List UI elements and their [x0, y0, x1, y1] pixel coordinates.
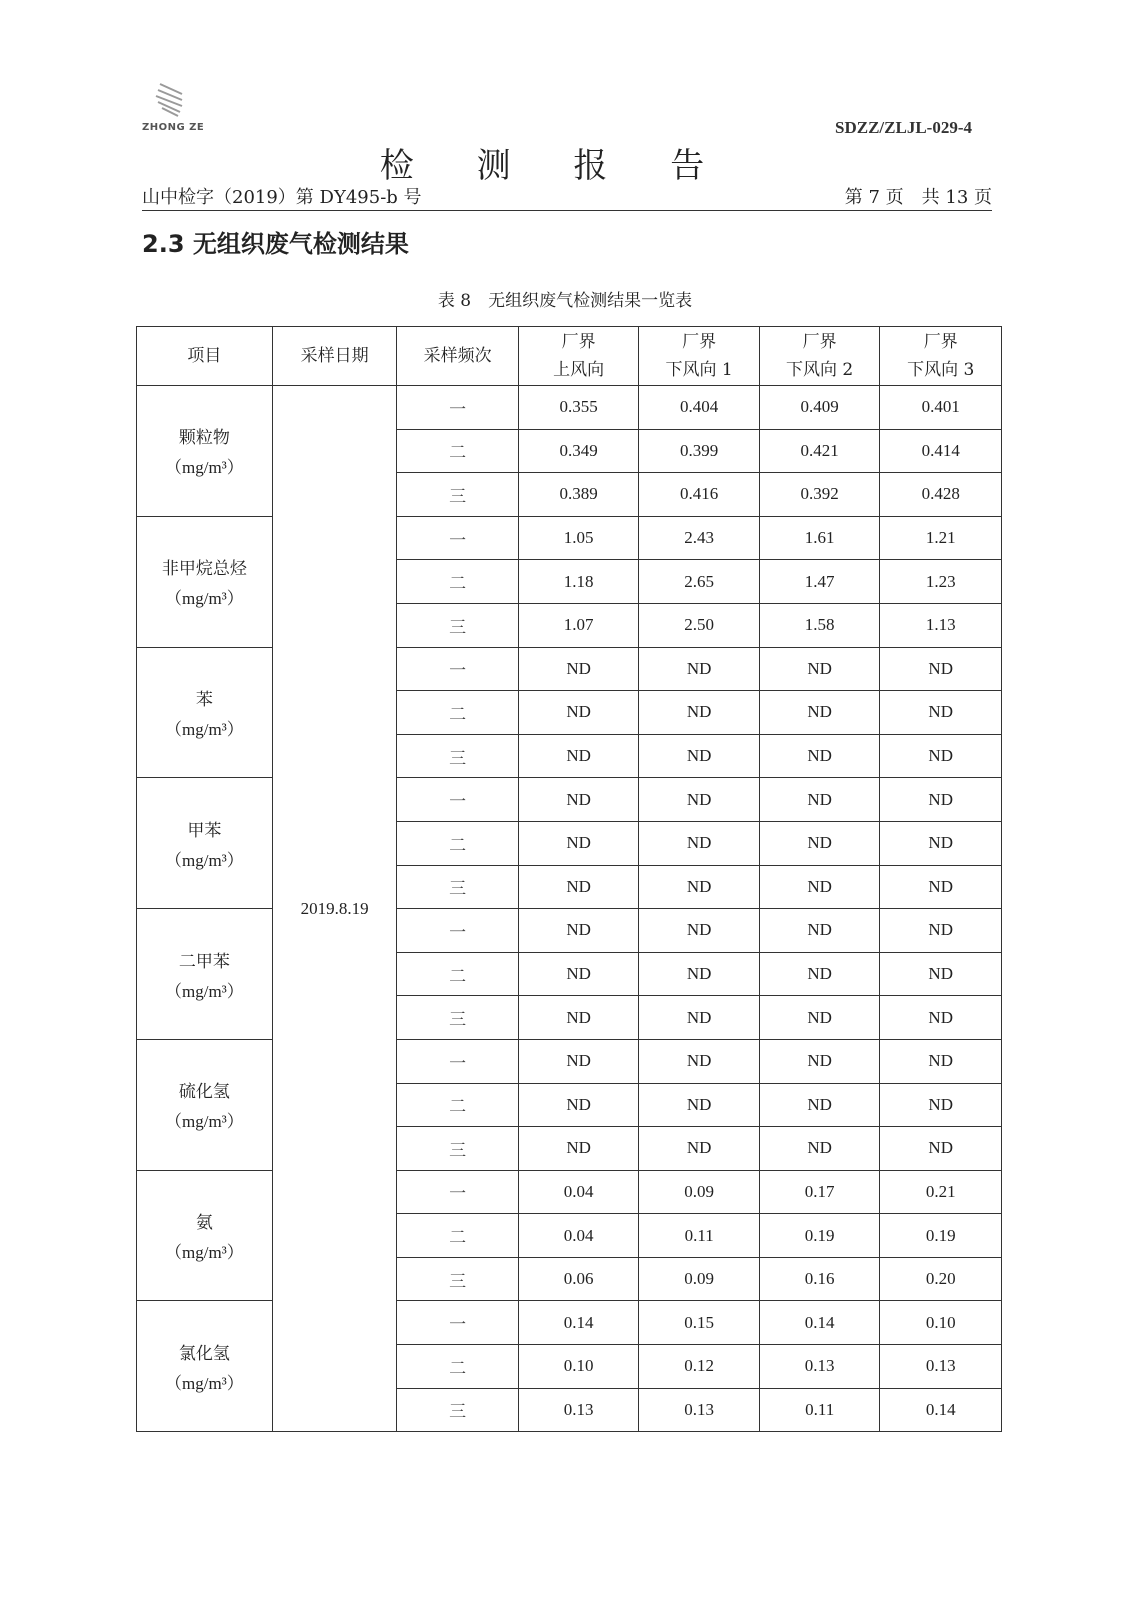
- value-cell: ND: [759, 1083, 880, 1127]
- value-cell: ND: [759, 865, 880, 909]
- item-cell: [137, 1170, 273, 1301]
- table-caption: 表 8 无组织废气检测结果一览表: [437, 291, 693, 311]
- item-cell: [137, 778, 273, 909]
- frequency-cell: 一: [397, 1301, 519, 1345]
- frequency-cell: 一: [397, 909, 519, 953]
- frequency-cell: 三: [397, 1127, 519, 1171]
- value-cell: ND: [880, 647, 1002, 691]
- results-table-body: [137, 386, 1002, 1432]
- value-cell: 0.15: [639, 1301, 760, 1345]
- value-cell: 0.04: [518, 1170, 639, 1214]
- item-unit: （mg/m³）: [165, 1373, 244, 1393]
- frequency-cell: 一: [397, 386, 519, 430]
- value-cell: 0.428: [880, 473, 1002, 517]
- frequency-cell: 三: [397, 1257, 519, 1301]
- value-cell: ND: [880, 1127, 1002, 1171]
- frequency-cell: 一: [397, 1039, 519, 1083]
- item-unit: （mg/m³）: [165, 850, 244, 870]
- value-cell: ND: [639, 691, 760, 735]
- value-cell: 0.416: [639, 473, 760, 517]
- value-cell: 0.13: [759, 1345, 880, 1389]
- header-label-line2: 下风向 3: [907, 360, 975, 380]
- value-cell: 0.09: [639, 1257, 760, 1301]
- value-cell: ND: [639, 1039, 760, 1083]
- value-cell: ND: [518, 909, 639, 953]
- value-cell: ND: [759, 778, 880, 822]
- table-row: [137, 1170, 1002, 1214]
- item-unit: （mg/m³）: [165, 1243, 244, 1263]
- item-name: 甲苯: [187, 820, 222, 841]
- value-cell: 0.349: [518, 429, 639, 473]
- value-cell: 0.414: [880, 429, 1002, 473]
- report-number: 山中检字（2019）第 DY495-b 号: [142, 187, 422, 208]
- value-cell: 1.61: [759, 516, 880, 560]
- frequency-cell: 二: [397, 1083, 519, 1127]
- section-title: 2.3 无组织废气检测结果: [142, 230, 409, 258]
- value-cell: ND: [518, 952, 639, 996]
- value-cell: ND: [518, 821, 639, 865]
- value-cell: 0.14: [880, 1388, 1002, 1432]
- value-cell: 2.65: [639, 560, 760, 604]
- value-cell: ND: [639, 1083, 760, 1127]
- value-cell: ND: [639, 909, 760, 953]
- value-cell: ND: [880, 821, 1002, 865]
- value-cell: ND: [639, 952, 760, 996]
- item-unit: （mg/m³）: [165, 981, 244, 1001]
- value-cell: ND: [880, 778, 1002, 822]
- value-cell: ND: [880, 909, 1002, 953]
- frequency-cell: 三: [397, 996, 519, 1040]
- item-name: 氯化氢: [178, 1343, 230, 1364]
- value-cell: 0.404: [639, 386, 760, 430]
- value-cell: 0.09: [639, 1170, 760, 1214]
- value-cell: ND: [518, 734, 639, 778]
- item-name: 苯: [195, 689, 213, 710]
- table-row: [137, 1301, 1002, 1345]
- value-cell: 1.47: [759, 560, 880, 604]
- value-cell: ND: [880, 996, 1002, 1040]
- header-downwind-3: [880, 327, 1002, 386]
- sampling-date-cell: 2019.8.19: [272, 386, 397, 1432]
- frequency-cell: 二: [397, 952, 519, 996]
- value-cell: 0.11: [639, 1214, 760, 1258]
- value-cell: ND: [880, 1039, 1002, 1083]
- value-cell: ND: [518, 1039, 639, 1083]
- frequency-cell: 二: [397, 429, 519, 473]
- value-cell: 0.14: [759, 1301, 880, 1345]
- report-title: 检 测 报 告: [379, 146, 731, 186]
- value-cell: 2.43: [639, 516, 760, 560]
- value-cell: ND: [880, 691, 1002, 735]
- value-cell: 0.11: [759, 1388, 880, 1432]
- frequency-cell: 一: [397, 1170, 519, 1214]
- value-cell: 0.13: [880, 1345, 1002, 1389]
- frequency-cell: 三: [397, 1388, 519, 1432]
- value-cell: 0.392: [759, 473, 880, 517]
- item-unit: （mg/m³）: [165, 719, 244, 739]
- value-cell: ND: [759, 1127, 880, 1171]
- header-label-line1: 厂界: [561, 332, 596, 352]
- value-cell: ND: [639, 821, 760, 865]
- item-unit: （mg/m³）: [165, 458, 244, 478]
- value-cell: 0.10: [518, 1345, 639, 1389]
- value-cell: ND: [639, 778, 760, 822]
- header-label-line2: 下风向 2: [786, 360, 854, 380]
- frequency-cell: 二: [397, 1214, 519, 1258]
- value-cell: ND: [518, 691, 639, 735]
- frequency-cell: 二: [397, 1345, 519, 1389]
- value-cell: ND: [880, 734, 1002, 778]
- item-cell: [137, 647, 273, 778]
- value-cell: ND: [759, 734, 880, 778]
- value-cell: 0.12: [639, 1345, 760, 1389]
- table-row: [137, 1039, 1002, 1083]
- value-cell: ND: [759, 952, 880, 996]
- item-name: 氨: [195, 1213, 213, 1234]
- value-cell: 1.18: [518, 560, 639, 604]
- value-cell: ND: [518, 647, 639, 691]
- value-cell: 0.14: [518, 1301, 639, 1345]
- value-cell: 0.04: [518, 1214, 639, 1258]
- header-label-line2: 下风向 1: [665, 360, 733, 380]
- frequency-cell: 一: [397, 647, 519, 691]
- item-cell: [137, 909, 273, 1040]
- value-cell: 0.17: [759, 1170, 880, 1214]
- value-cell: 0.21: [880, 1170, 1002, 1214]
- value-cell: ND: [518, 865, 639, 909]
- item-name: 颗粒物: [178, 428, 230, 449]
- item-cell: [137, 386, 273, 517]
- item-cell: [137, 1039, 273, 1170]
- header-date: 采样日期: [272, 327, 397, 386]
- document-code: SDZZ/ZLJL-029-4: [835, 118, 972, 137]
- value-cell: 0.19: [880, 1214, 1002, 1258]
- page-info: 第 7 页 共 13 页: [844, 187, 992, 208]
- value-cell: ND: [639, 996, 760, 1040]
- value-cell: ND: [518, 996, 639, 1040]
- item-name: 二甲苯: [178, 951, 230, 972]
- value-cell: ND: [880, 1083, 1002, 1127]
- value-cell: 0.355: [518, 386, 639, 430]
- frequency-cell: 二: [397, 821, 519, 865]
- header-label-line1: 厂界: [682, 332, 717, 352]
- table-row: [137, 778, 1002, 822]
- value-cell: ND: [759, 909, 880, 953]
- value-cell: ND: [759, 1039, 880, 1083]
- value-cell: 0.389: [518, 473, 639, 517]
- item-cell: [137, 516, 273, 647]
- value-cell: 0.401: [880, 386, 1002, 430]
- value-cell: 1.21: [880, 516, 1002, 560]
- header-upwind: [518, 327, 639, 386]
- value-cell: 0.19: [759, 1214, 880, 1258]
- frequency-cell: 一: [397, 778, 519, 822]
- frequency-cell: 二: [397, 691, 519, 735]
- value-cell: ND: [518, 1083, 639, 1127]
- value-cell: 1.23: [880, 560, 1002, 604]
- value-cell: ND: [759, 821, 880, 865]
- value-cell: 0.20: [880, 1257, 1002, 1301]
- value-cell: 0.10: [880, 1301, 1002, 1345]
- value-cell: 0.13: [639, 1388, 760, 1432]
- value-cell: ND: [880, 952, 1002, 996]
- table-row: [137, 647, 1002, 691]
- header-divider: [142, 210, 992, 211]
- frequency-cell: 一: [397, 516, 519, 560]
- item-name: 硫化氢: [178, 1082, 230, 1103]
- results-table: [136, 326, 1002, 1432]
- header-item: 项目: [137, 327, 273, 386]
- value-cell: ND: [880, 865, 1002, 909]
- header-label-line2: 上风向: [553, 360, 605, 380]
- table-row: [137, 909, 1002, 953]
- value-cell: ND: [759, 691, 880, 735]
- item-unit: （mg/m³）: [165, 589, 244, 609]
- value-cell: 0.399: [639, 429, 760, 473]
- item-name: 非甲烷总烃: [161, 559, 247, 580]
- frequency-cell: 三: [397, 734, 519, 778]
- value-cell: ND: [639, 1127, 760, 1171]
- value-cell: 1.07: [518, 603, 639, 647]
- logo-text: ZHONG ZE: [142, 122, 205, 133]
- table-row: [137, 516, 1002, 560]
- value-cell: 0.06: [518, 1257, 639, 1301]
- value-cell: 1.58: [759, 603, 880, 647]
- value-cell: ND: [639, 865, 760, 909]
- value-cell: ND: [639, 647, 760, 691]
- frequency-cell: 二: [397, 560, 519, 604]
- company-logo: [142, 80, 212, 140]
- value-cell: 1.13: [880, 603, 1002, 647]
- header-frequency: 采样频次: [397, 327, 519, 386]
- value-cell: 0.13: [518, 1388, 639, 1432]
- item-cell: [137, 1301, 273, 1432]
- frequency-cell: 三: [397, 865, 519, 909]
- value-cell: 2.50: [639, 603, 760, 647]
- header-label-line1: 厂界: [923, 332, 958, 352]
- value-cell: 0.16: [759, 1257, 880, 1301]
- value-cell: ND: [518, 1127, 639, 1171]
- value-cell: 0.421: [759, 429, 880, 473]
- header-label-line1: 厂界: [802, 332, 837, 352]
- value-cell: 0.409: [759, 386, 880, 430]
- logo-stripes-icon: [152, 80, 192, 120]
- value-cell: ND: [759, 647, 880, 691]
- item-unit: （mg/m³）: [165, 1112, 244, 1132]
- frequency-cell: 三: [397, 603, 519, 647]
- table-row: [137, 386, 1002, 430]
- frequency-cell: 三: [397, 473, 519, 517]
- value-cell: ND: [639, 734, 760, 778]
- table-header-row: [137, 327, 1002, 386]
- value-cell: ND: [518, 778, 639, 822]
- header-downwind-2: [759, 327, 880, 386]
- value-cell: 1.05: [518, 516, 639, 560]
- header-downwind-1: [639, 327, 760, 386]
- value-cell: ND: [759, 996, 880, 1040]
